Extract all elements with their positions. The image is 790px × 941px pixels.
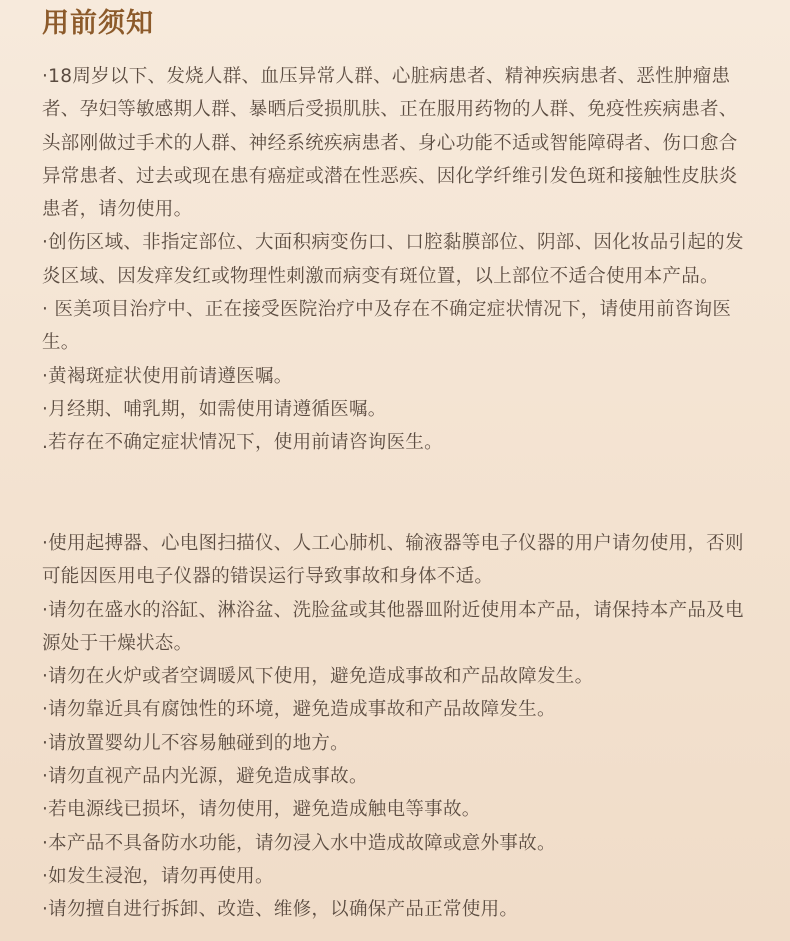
notice-item: ·18周岁以下、发烧人群、血压异常人群、心脏病患者、精神疾病患者、恶性肿瘤患者、孕妇等敏感期人群、暴晒后受损肌肤、正在服用药物的人群、免疫性疾病患者、头部刚做过手术的人群、神经系统疾病患者、身心功能不适或智能障碍者、伤口愈合异常患者、过去或现在患有癌症或潜在性恶疾、因化学纤维引发色斑和接触性皮肤炎患者，请勿使用。: [42, 66, 738, 221]
notice-item: ·月经期、哺乳期，如需使用请遵循医嘱。: [42, 398, 387, 420]
notice-item: ·请勿靠近具有腐蚀性的环境，避免造成事故和产品故障发生。: [42, 699, 556, 721]
notice-item: ·请勿擅自进行拆卸、改造、维修，以确保产品正常使用。: [42, 899, 519, 921]
notice-item: ·请勿在火炉或者空调暖风下使用，避免造成事故和产品故障发生。: [42, 666, 594, 688]
notice-item: ·本产品不具备防水功能，请勿浸入水中造成故障或意外事故。: [42, 832, 556, 854]
notice-item: ·创伤区域、非指定部位、大面积病变伤口、口腔黏膜部位、阴部、因化妆品引起的发炎区域、因发痒发红或物理性刺激而病变有斑位置，以上部位不适合使用本产品。: [42, 232, 744, 287]
page-title: 用前须知: [42, 8, 154, 39]
precautions-section-2: [42, 527, 748, 927]
notice-item: · 医美项目治疗中、正在接受医院治疗中及存在不确定症状情况下，请使用前咨询医生。: [42, 299, 732, 354]
notice-item: ·使用起搏器、心电图扫描仪、人工心肺机、输液器等电子仪器的用户请勿使用，否则可能因医用电子仪器的错误运行导致事故和身体不适。: [42, 533, 744, 588]
notice-item: ·黄褐斑症状使用前请遵医嘱。: [42, 365, 293, 387]
notice-item: ·请勿在盛水的浴缸、淋浴盆、洗脸盆或其他器皿附近使用本产品，请保持本产品及电源处于干燥状态。: [42, 599, 744, 654]
notice-item: ·如发生浸泡，请勿再使用。: [42, 865, 274, 887]
precautions-section-1: [42, 60, 748, 460]
notice-item: ·请勿直视产品内光源，避免造成事故。: [42, 766, 368, 788]
notice-item: ·若电源线已损坏，请勿使用，避免造成触电等事故。: [42, 799, 481, 821]
notice-item: .若存在不确定症状情况下，使用前请咨询医生。: [42, 432, 443, 454]
notice-item: ·请放置婴幼儿不容易触碰到的地方。: [42, 732, 349, 754]
